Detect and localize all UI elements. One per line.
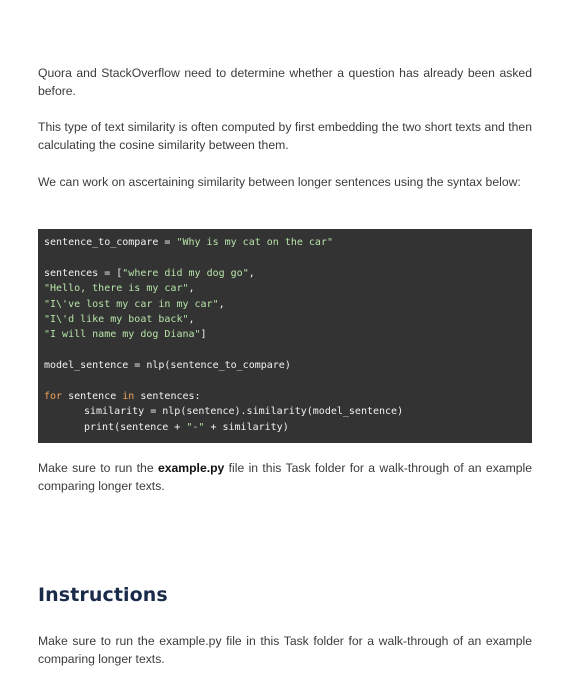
code-line: sentence_to_compare = "Why is my cat on the car" [44,237,333,248]
example-filename: example.py [157,461,225,475]
code-line: similarity = nlp(sentence).similarity(model_sentence) [84,406,404,418]
code-line: "Hello, there is my car", [44,283,195,295]
code-line: "I\'ve lost my car in my car", [44,298,225,310]
code-line: for sentence in sentences: [44,390,201,402]
code-line: model_sentence = nlp(sentence_to_compare) [44,360,291,372]
code-line: sentences = ["where did my dog go", [44,267,255,279]
intro-paragraph: Quora and StackOverflow need to determine whether a question has already been asked before. [38,66,532,98]
similarity-paragraph: This type of text similarity is often computed by first embedding the two short texts and then calculating the cosine similarity between them. [38,120,532,152]
code-line: "I\'d like my boat back", [44,313,195,325]
instructions-paragraph: Make sure to run the example.py file in this Task folder for a walk-through of an example comparing longer texts. [38,634,532,666]
syntax-intro-paragraph: We can work on ascertaining similarity between longer sentences using the syntax below: [38,175,521,189]
code-line-blank [44,374,526,389]
code-line-blank [44,250,526,265]
run-example-paragraph: Make sure to run the example.py file in this Task folder for a walk-through of an example comparing longer texts. [38,461,532,493]
code-line: "I will name my dog Diana"] [44,329,207,341]
code-line: print(sentence + "-" + similarity) [84,421,289,433]
code-block [38,229,532,443]
code-line-blank [44,343,526,358]
instructions-heading: Instructions [38,584,168,606]
